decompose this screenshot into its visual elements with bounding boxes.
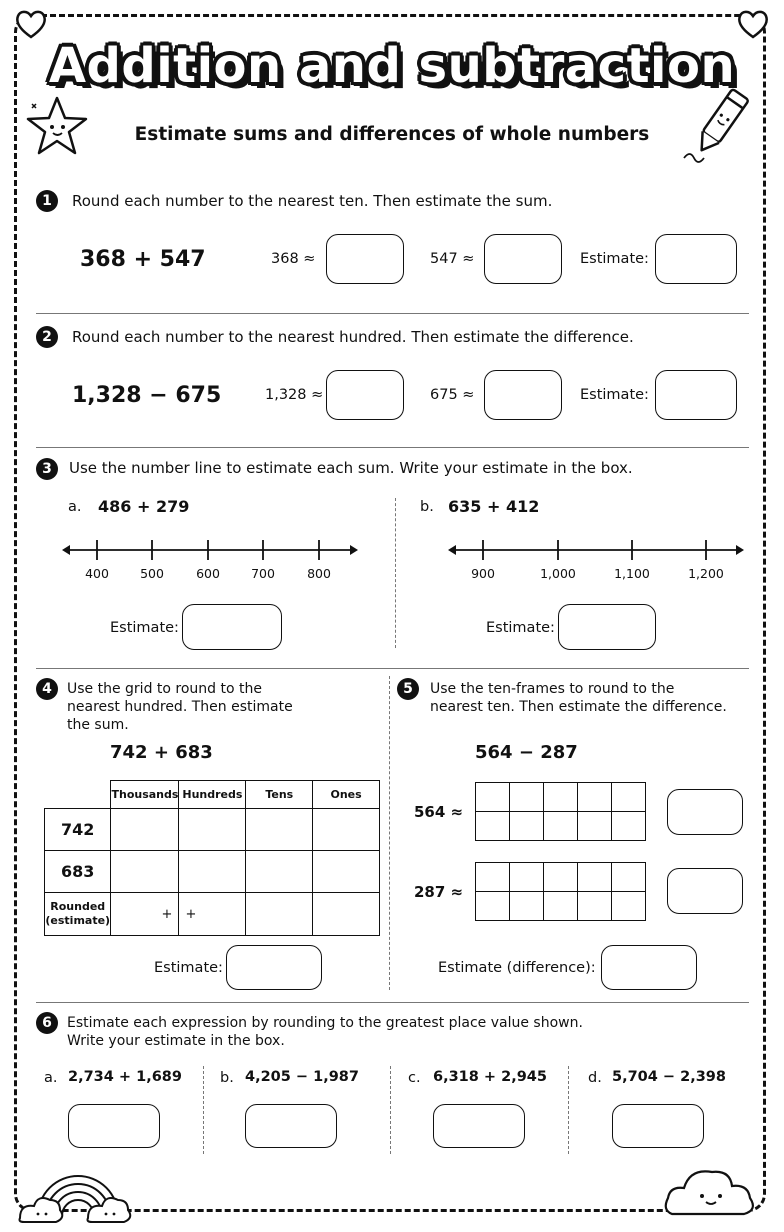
question-instruction: Round each number to the nearest ten. Then estimate the sum. (72, 192, 553, 210)
tick-label: 1,000 (540, 566, 576, 581)
ten-frame-cell[interactable] (476, 783, 510, 812)
plus-sign: + (161, 906, 173, 922)
tick-label: 500 (140, 566, 164, 581)
question-instruction: Use the grid to round to the (67, 681, 262, 697)
rounding-label: 547 ≈ (430, 251, 475, 267)
column-divider (568, 1066, 569, 1154)
ten-frame-cell[interactable] (612, 892, 646, 921)
number-line (60, 538, 360, 562)
section-divider (36, 447, 749, 448)
question-instruction: Round each number to the nearest hundred. Then estimate the difference. (72, 328, 634, 346)
question-number-badge: 4 (36, 678, 58, 700)
tick-label: 800 (307, 566, 331, 581)
ten-frame-cell[interactable] (544, 892, 578, 921)
grid-header: Tens (246, 781, 313, 809)
expression: 2,734 + 1,689 (68, 1069, 182, 1085)
ten-frame-cell[interactable] (476, 863, 510, 892)
rounding-label: 1,328 ≈ (265, 387, 324, 403)
estimate-label: Estimate: (110, 620, 179, 636)
question-instruction: Write your estimate in the box. (67, 1033, 285, 1049)
expression: 6,318 + 2,945 (433, 1069, 547, 1085)
tick-label: 1,200 (688, 566, 724, 581)
ten-frame-cell[interactable] (476, 812, 510, 841)
estimate-answer-box[interactable] (655, 370, 737, 420)
column-divider (390, 1066, 391, 1154)
ten-frame-cell[interactable] (510, 783, 544, 812)
tick-label: 900 (471, 566, 495, 581)
answer-box[interactable] (484, 370, 562, 420)
column-divider (203, 1066, 204, 1154)
estimate-answer-box[interactable] (68, 1104, 160, 1148)
estimate-answer-box[interactable] (558, 604, 656, 650)
estimate-answer-box[interactable] (655, 234, 737, 284)
grid-cell[interactable] (179, 809, 246, 851)
tick-label: 400 (85, 566, 109, 581)
plus-sign: + (185, 906, 197, 922)
section-divider (36, 668, 749, 669)
question-instruction: Use the number line to estimate each sum. Write your estimate in the box. (69, 459, 633, 477)
part-letter: a. (44, 1070, 58, 1086)
number-line (446, 538, 746, 562)
part-letter: b. (420, 499, 434, 515)
heart-icon (14, 8, 48, 40)
grid-cell[interactable] (246, 809, 313, 851)
place-value-grid (44, 780, 380, 936)
smiling-cloud-icon (662, 1156, 762, 1222)
expression: 742 + 683 (110, 742, 213, 763)
grid-corner-cell (45, 781, 111, 809)
grid-header: Ones (313, 781, 380, 809)
section-divider (36, 313, 749, 314)
grid-cell[interactable] (246, 893, 313, 936)
ten-frame-cell[interactable] (510, 863, 544, 892)
page-title: Addition and subtraction (48, 38, 736, 94)
ten-frame-cell[interactable] (578, 783, 612, 812)
answer-box[interactable] (326, 370, 404, 420)
estimate-answer-box[interactable] (245, 1104, 337, 1148)
tick-label: 600 (196, 566, 220, 581)
expression: 564 − 287 (475, 742, 578, 763)
ten-frame-cell[interactable] (544, 863, 578, 892)
rounded-label: Rounded (50, 900, 106, 913)
rounding-label: 564 ≈ (414, 803, 464, 821)
estimate-label: (estimate) (45, 914, 111, 927)
ten-frame (475, 782, 646, 841)
tick-label: 1,100 (614, 566, 650, 581)
part-letter: c. (408, 1070, 421, 1086)
estimate-label: Estimate (difference): (438, 960, 596, 976)
ten-frame-cell[interactable] (476, 892, 510, 921)
estimate-answer-box[interactable] (433, 1104, 525, 1148)
answer-box[interactable] (484, 234, 562, 284)
grid-cell[interactable] (179, 893, 246, 936)
expression: 4,205 − 1,987 (245, 1069, 359, 1085)
column-divider (395, 498, 396, 648)
answer-box[interactable] (667, 868, 743, 914)
estimate-answer-box[interactable] (612, 1104, 704, 1148)
rounding-label: 287 ≈ (414, 883, 464, 901)
grid-cell[interactable] (313, 809, 380, 851)
question-number-badge: 3 (36, 458, 58, 480)
question-instruction: nearest hundred. Then estimate (67, 699, 293, 715)
answer-box[interactable] (667, 789, 743, 835)
grid-cell[interactable] (246, 851, 313, 893)
question-number-badge: 2 (36, 326, 58, 348)
ten-frame-cell[interactable] (612, 863, 646, 892)
grid-cell[interactable] (111, 893, 179, 936)
grid-cell[interactable] (313, 851, 380, 893)
ten-frame-cell[interactable] (578, 892, 612, 921)
question-number-badge: 1 (36, 190, 58, 212)
part-letter: a. (68, 499, 82, 515)
estimate-label: Estimate: (486, 620, 555, 636)
estimate-label: Estimate: (580, 387, 649, 403)
expression: 368 + 547 (80, 247, 206, 272)
grid-row-label: 742 (45, 809, 111, 851)
expression: 1,328 − 675 (72, 383, 222, 408)
grid-cell[interactable] (179, 851, 246, 893)
rounding-label: 675 ≈ (430, 387, 475, 403)
grid-row-label: 683 (45, 851, 111, 893)
expression: 635 + 412 (448, 497, 540, 516)
estimate-answer-box[interactable] (182, 604, 282, 650)
grid-header: Thousands (111, 781, 179, 809)
ten-frame-cell[interactable] (544, 783, 578, 812)
question-instruction: nearest ten. Then estimate the difference. (430, 699, 727, 715)
question-number-badge: 6 (36, 1012, 58, 1034)
grid-row-label (45, 893, 111, 936)
estimate-answer-box[interactable] (601, 945, 697, 990)
part-letter: d. (588, 1070, 602, 1086)
grid-cell[interactable] (111, 851, 179, 893)
ten-frame-cell[interactable] (612, 812, 646, 841)
tick-label: 700 (251, 566, 275, 581)
grid-cell[interactable] (111, 809, 179, 851)
answer-box[interactable] (326, 234, 404, 284)
expression: 5,704 − 2,398 (612, 1069, 726, 1085)
ten-frame-cell[interactable] (510, 892, 544, 921)
grid-cell[interactable] (313, 893, 380, 936)
question-instruction: the sum. (67, 717, 129, 733)
ten-frame (475, 862, 646, 921)
rounding-label: 368 ≈ (271, 251, 316, 267)
rainbow-icon (18, 1156, 138, 1226)
ten-frame-cell[interactable] (612, 783, 646, 812)
question-instruction: Estimate each expression by rounding to the greatest place value shown. (67, 1015, 583, 1031)
estimate-answer-box[interactable] (226, 945, 322, 990)
question-number-badge: 5 (397, 678, 419, 700)
expression: 486 + 279 (98, 497, 190, 516)
grid-header: Hundreds (179, 781, 246, 809)
ten-frame-cell[interactable] (578, 812, 612, 841)
ten-frame-cell[interactable] (510, 812, 544, 841)
heart-icon (736, 8, 770, 40)
column-divider (389, 676, 390, 990)
estimate-label: Estimate: (154, 960, 223, 976)
ten-frame-cell[interactable] (578, 863, 612, 892)
section-divider (36, 1002, 749, 1003)
page-subtitle: Estimate sums and differences of whole numbers (134, 124, 650, 145)
ten-frame-cell[interactable] (544, 812, 578, 841)
question-instruction: Use the ten-frames to round to the (430, 681, 675, 697)
estimate-label: Estimate: (580, 251, 649, 267)
part-letter: b. (220, 1070, 234, 1086)
